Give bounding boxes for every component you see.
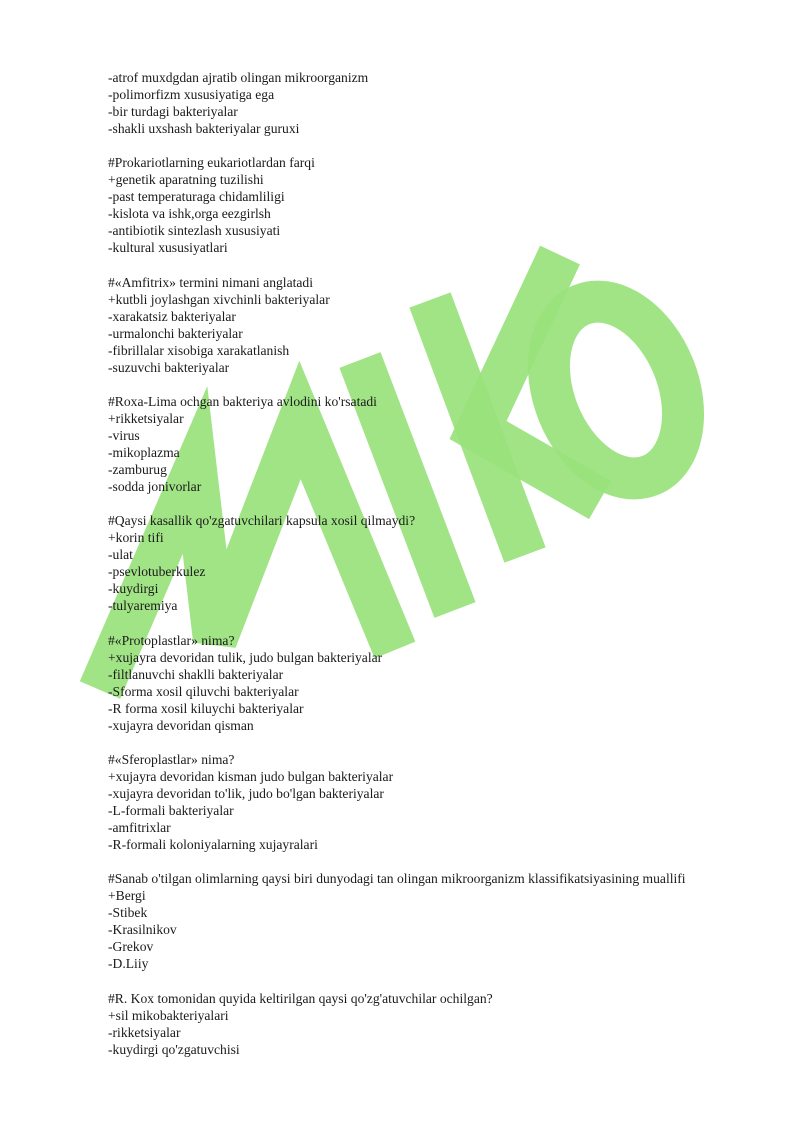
question-block — [108, 393, 788, 495]
answer-option: -suzuvchi bakteriyalar — [108, 359, 230, 375]
answer-option: -xarakatsiz bakteriyalar — [108, 308, 236, 324]
answer-option: -tulyaremiya — [108, 598, 178, 614]
answer-option: -Sforma xosil qiluvchi bakteriyalar — [108, 683, 299, 699]
answer-option: -antibiotik sintezlash xususiyati — [108, 223, 281, 239]
correct-answer: +Bergi — [108, 888, 146, 904]
answer-option: -urmalonchi bakteriyalar — [108, 325, 243, 341]
question-text: #Sanab o'tilgan olimlarning qaysi biri dunyodagi tan olingan mikroorganizm klassifikatsiyasining muallifi — [108, 871, 686, 887]
answer-option: -kislota va ishk,orga eezgirlsh — [108, 206, 271, 222]
answer-option: -bir turdagi bakteriyalar — [108, 104, 238, 120]
answer-option: -D.Liiy — [108, 956, 149, 972]
question-block — [108, 751, 788, 853]
question-block — [108, 990, 788, 1058]
answer-option: -R forma xosil kiluychi bakteriyalar — [108, 700, 304, 716]
document-body — [108, 69, 788, 1075]
correct-answer: +korin tifi — [108, 530, 164, 546]
answer-option: -kuydirgi — [108, 581, 159, 597]
answer-option: -L-formali bakteriyalar — [108, 803, 234, 819]
answer-option: -atrof muxdgdan ajratib olingan mikroorganizm — [108, 70, 369, 85]
answer-option: -ulat — [108, 547, 133, 563]
question-block — [108, 154, 788, 256]
answer-option: -zamburug — [108, 462, 167, 478]
answer-option: -kultural xususiyatlari — [108, 240, 228, 256]
answer-option: -past temperaturaga chidamliligi — [108, 189, 285, 205]
answer-option: -Grekov — [108, 939, 154, 955]
answer-option: -Stibek — [108, 905, 148, 921]
question-block — [108, 274, 788, 376]
answer-option: -xujayra devoridan to'lik, judo bo'lgan bakteriyalar — [108, 785, 384, 801]
answer-option: -shakli uxshash bakteriyalar guruxi — [108, 121, 300, 137]
answer-option: -polimorfizm xususiyatiga ega — [108, 87, 275, 103]
question-block — [108, 632, 788, 734]
answer-option: -fibrillalar xisobiga xarakatlanish — [108, 342, 290, 358]
correct-answer: +genetik aparatning tuzilishi — [108, 172, 264, 188]
correct-answer: +xujayra devoridan tulik, judo bulgan bakteriyalar — [108, 649, 383, 665]
correct-answer: +xujayra devoridan kisman judo bulgan bakteriyalar — [108, 768, 394, 784]
question-text: #Prokariotlarning eukariotlardan farqi — [108, 155, 315, 171]
answer-option: -rikketsiyalar — [108, 1024, 181, 1040]
question-text: #R. Kox tomonidan quyida keltirilgan qaysi qo'zg'atuvchilar ochilgan? — [108, 990, 493, 1006]
answer-option: -xujayra devoridan qisman — [108, 717, 254, 733]
answer-option: -Krasilnikov — [108, 922, 177, 938]
answer-option: -psevlotuberkulez — [108, 564, 206, 580]
question-text: #«Protoplastlar» nima? — [108, 632, 235, 648]
answer-option: -mikoplazma — [108, 445, 180, 461]
correct-answer: +rikketsiyalar — [108, 410, 184, 426]
question-text: #«Amfitrix» termini nimani anglatadi — [108, 274, 313, 290]
answer-option: -virus — [108, 427, 140, 443]
answer-option: -sodda jonivorlar — [108, 479, 202, 495]
question-block — [108, 512, 788, 614]
question-text: #Qaysi kasallik qo'zgatuvchilari kapsula xosil qilmaydi? — [108, 513, 416, 529]
answer-option: -filtlanuvchi shaklli bakteriyalar — [108, 666, 284, 682]
answer-option: -amfitrixlar — [108, 820, 171, 836]
question-text: #«Sferoplastlar» nima? — [108, 751, 235, 767]
answer-option: -kuydirgi qo'zgatuvchisi — [108, 1041, 240, 1057]
question-block — [108, 69, 788, 137]
question-text: #Roxa-Lima ochgan bakteriya avlodini ko'rsatadi — [108, 393, 377, 409]
answer-option: -R-formali koloniyalarning xujayralari — [108, 837, 318, 853]
correct-answer: +kutbli joylashgan xivchinli bakteriyalar — [108, 291, 330, 307]
question-block — [108, 870, 788, 972]
correct-answer: +sil mikobakteriyalari — [108, 1007, 229, 1023]
